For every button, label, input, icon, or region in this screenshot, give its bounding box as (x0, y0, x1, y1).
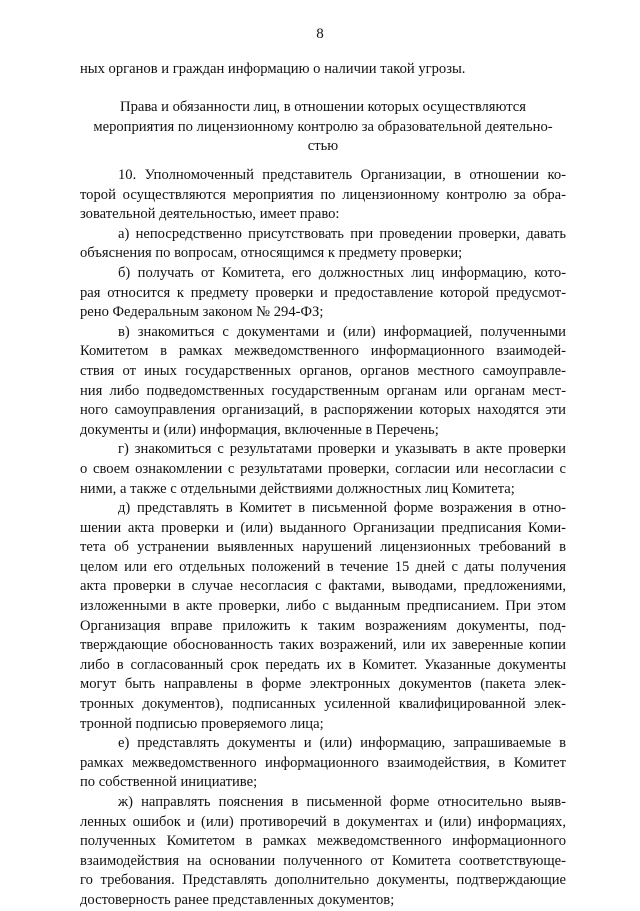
text-line: ного самоуправления организаций, в распоряжении которых находятся эти (80, 402, 566, 419)
text-line: тета об устранении выявленных нарушений лицензионных требований в (80, 539, 566, 556)
text-line: зовательной деятельностью, имеет право: (80, 206, 340, 223)
heading-line: стью (307, 138, 339, 155)
text-line: Организация вправе приложить к таким возражениям документы, под- (80, 617, 566, 634)
text-line: ствия от иных государственных органов, органов местного самоуправле- (80, 362, 566, 379)
text-line: рая относится к предмету проверки и предоставление которой предусмот- (80, 284, 566, 301)
text-line: ленных ошибок и (или) противоречий в документах и (или) информациях, (80, 813, 566, 830)
text-line: в) знакомиться с документами и (или) информацией, полученными (118, 323, 566, 340)
text-line: б) получать от Комитета, его должностных лиц информацию, кото- (118, 264, 566, 281)
text-line: тронных документов), подписанных усиленной квалифицированной элек- (80, 696, 566, 713)
text-line: полученных Комитетом в рамках межведомственного информационного (80, 833, 566, 850)
heading-line: мероприятия по лицензионному контролю за образовательной деятельно- (93, 118, 553, 135)
text-line: изложенными в акте проверки, либо с выданным предписанием. При этом (80, 598, 566, 615)
continuation-text (80, 60, 566, 80)
text-line: го требования. Представлять дополнительно документы, подтверждающие (80, 872, 566, 889)
text-line: е) представлять документы и (или) информацию, запрашиваемые в (118, 735, 566, 752)
text-line: могут быть направлены в форме электронных документов (пакета элек- (80, 676, 566, 693)
text-line: тронной подписью проверяемого лица; (80, 715, 324, 732)
heading-line: Права и обязанности лиц, в отношении которых осуществляются (120, 99, 526, 115)
text-line: ных органов и граждан информацию о наличии такой угрозы. (80, 61, 466, 77)
text-line: ж) направлять пояснения в письменной форме относительно выяв- (118, 794, 566, 810)
section-heading (80, 98, 566, 157)
text-line: о своем ознакомлении с результатами проверки, согласии или несогласии с (80, 460, 566, 477)
text-line: акта проверки в случае несогласия с фактами, выводами, предложениями, (80, 578, 566, 595)
text-line: г) знакомиться с результатами проверки и указывать в акте проверки (118, 441, 566, 458)
text-line: д) представлять в Комитет в письменной форме возражения в отно- (118, 500, 566, 517)
page-number: 8 (316, 26, 324, 42)
text-line: 10. Уполномоченный представитель Организации, в отношении ко- (118, 167, 566, 183)
text-line: взаимодействия на основании полученного от Комитета соответствующе- (80, 852, 566, 869)
text-line: достоверность ранее представленных документов; (80, 891, 395, 908)
text-line: шении акта проверки и (или) выданного Организации предписания Коми- (80, 519, 566, 536)
text-line: Комитетом в рамках межведомственного информационного взаимодей- (80, 343, 566, 360)
text-line: ния либо подведомственных государственным органам или органам мест- (80, 382, 566, 399)
text-line: тверждающие обоснованность таких возражений, или их заверенные копии (80, 637, 566, 654)
text-line: целом или его отдельных положений в течение 15 дней с даты получения (80, 558, 566, 575)
text-line: ними, а также с отдельными действиями должностных лиц Комитета; (80, 480, 515, 497)
text-line: а) непосредственно присутствовать при проведении проверки, давать (118, 225, 566, 242)
text-line: рамках межведомственного информационного взаимодействия, в Комитет (80, 754, 566, 771)
text-line: рено Федеральным законом № 294-ФЗ; (80, 304, 324, 321)
text-line: объяснения по вопросам, относящимся к предмету проверки; (80, 245, 463, 262)
text-line: документы и (или) информация, включенные в Перечень; (80, 421, 439, 438)
body-text (80, 166, 566, 911)
text-line: либо в согласованный срок передать их в Комитет. Указанные документы (80, 656, 566, 673)
text-line: по собственной инициативе; (80, 774, 258, 791)
text-line: торой осуществляются мероприятия по лицензионному контролю за обра- (80, 186, 566, 203)
